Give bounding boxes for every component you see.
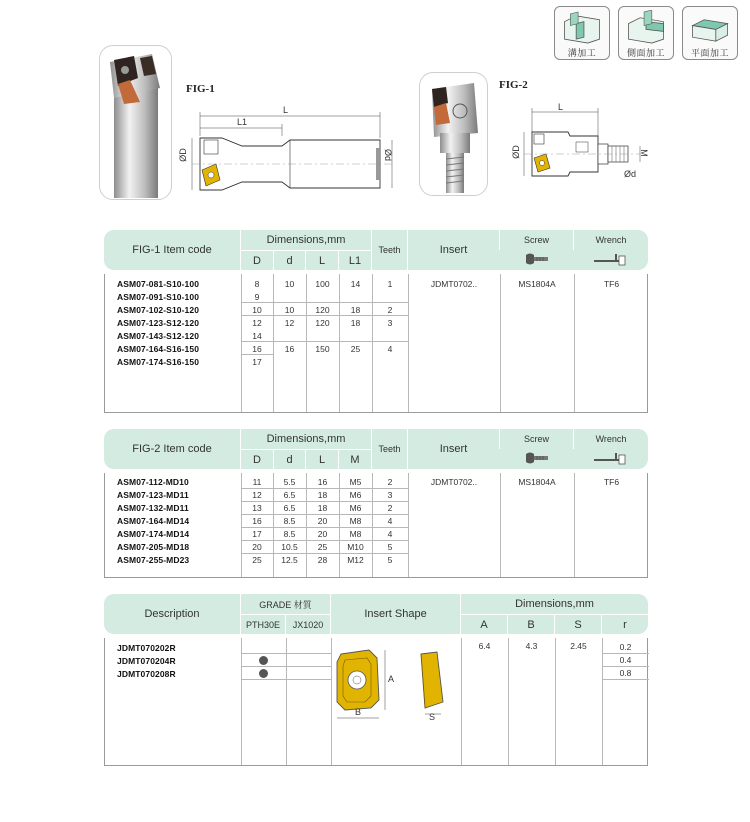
side-milling-option [618, 6, 674, 60]
table-row-code: ASM07-102-S10-120 [117, 305, 200, 315]
slot-milling-icon [558, 10, 606, 45]
cell-L: 18 [317, 490, 328, 500]
cell-insert: JDMT0702.. [430, 279, 478, 289]
table-row-code: ASM07-091-S10-100 [117, 292, 200, 302]
col-wrench: Wrench [573, 230, 648, 250]
fig2-dim-L: L [558, 102, 564, 112]
fig1-spec-table [104, 230, 648, 413]
grade-available-dot [259, 669, 268, 678]
table-row-code: ASM07-081-S10-100 [117, 279, 200, 289]
fig2-dim-d: Ød [624, 169, 637, 179]
col-A: A [460, 614, 507, 634]
cell-wrench: TF6 [603, 279, 620, 289]
cell-teeth: 3 [387, 318, 393, 328]
screw-icon [524, 451, 550, 465]
table-row-code: ASM07-255-MD23 [117, 555, 190, 565]
col-jx1020: JX1020 [285, 614, 330, 634]
table-row-code: ASM07-123-S12-120 [117, 318, 200, 328]
col-L: L [305, 449, 338, 469]
cell-teeth: 1 [387, 279, 393, 289]
cell-D: 17 [252, 529, 262, 539]
cell-D: 14 [252, 331, 262, 341]
table-row-code: JDMT070204R [117, 656, 176, 666]
screw-icon [524, 252, 550, 266]
col-D: D [240, 449, 273, 469]
col-description: Description [144, 608, 200, 620]
col-insert-shape: Insert Shape [330, 594, 460, 634]
col-insert: Insert [407, 429, 499, 469]
cell-d: 12.5 [281, 555, 298, 565]
fig2-table-body [104, 473, 648, 578]
cell-d: 10 [284, 279, 295, 289]
fig1-drawing [182, 106, 404, 196]
col-D: D [240, 250, 273, 270]
table-row-code: ASM07-143-S12-120 [117, 331, 200, 341]
cell-D: 16 [252, 344, 262, 354]
cell-D: 16 [252, 516, 262, 526]
cell-D: 8 [254, 279, 260, 289]
cell-L: 20 [317, 516, 328, 526]
cell-screw: MS1804A [518, 279, 556, 289]
col-screw: Screw [499, 429, 573, 449]
shape-dim-B: B [355, 707, 362, 717]
cell-L: 28 [317, 555, 328, 565]
col-teeth: Teeth [371, 230, 407, 270]
col-item-code: FIG-1 Item code [132, 244, 212, 256]
cell-r: 0.4 [619, 655, 632, 665]
cell-L: 25 [317, 542, 328, 552]
col-grade: GRADE 材質 [240, 594, 330, 614]
fig2-dim-D: ØD [510, 145, 521, 159]
face-milling-icon [686, 10, 734, 45]
machining-type-icons [554, 6, 738, 60]
col-L1: L1 [338, 250, 371, 270]
cell-screw: MS1804A [518, 477, 556, 487]
col-d: d [273, 449, 305, 469]
face-milling-label: 平面加工 [690, 48, 729, 58]
slot-milling-label: 溝加工 [567, 48, 597, 58]
cell-L1: 18 [350, 305, 361, 315]
col-pth30e: PTH30E [240, 614, 285, 634]
cell-M: M8 [349, 516, 362, 526]
cell-insert: JDMT0702.. [430, 477, 478, 487]
cell-d: 12 [284, 318, 295, 328]
col-L: L [305, 250, 338, 270]
cell-teeth: 2 [387, 477, 393, 487]
face-milling-option [682, 6, 738, 60]
cell-teeth: 2 [387, 503, 393, 513]
col-B: B [507, 614, 554, 634]
cell-D: 17 [252, 357, 262, 367]
cell-L: 20 [317, 529, 328, 539]
fig2-dim-M: M [638, 149, 649, 157]
cell-D: 25 [252, 555, 262, 565]
insert-spec-table [104, 594, 648, 766]
insert-table-body [104, 638, 648, 766]
fig1-label: FIG-1 [186, 83, 215, 95]
side-milling-icon [622, 10, 670, 45]
fig1-tool-photo [99, 45, 172, 200]
cell-teeth: 4 [387, 529, 393, 539]
col-dimensions: Dimensions,mm [240, 429, 371, 449]
cell-L: 150 [315, 344, 330, 354]
col-dimensions: Dimensions,mm [460, 594, 648, 614]
cell-D: 11 [252, 477, 262, 487]
cell-L: 120 [315, 318, 330, 328]
cell-d: 10.5 [281, 542, 298, 552]
cell-d: 6.5 [283, 503, 296, 513]
col-d: d [273, 250, 305, 270]
col-r: r [601, 614, 648, 634]
cell-teeth: 2 [387, 305, 393, 315]
cell-d: 5.5 [283, 477, 296, 487]
insert-table-header [104, 594, 648, 634]
cell-M: M6 [349, 503, 362, 513]
fig1-table-header [104, 230, 648, 270]
col-insert: Insert [407, 230, 499, 270]
col-S: S [554, 614, 601, 634]
slot-milling-option [554, 6, 610, 60]
cell-L1: 18 [350, 318, 361, 328]
cell-M: M8 [349, 529, 362, 539]
cell-M: M12 [347, 555, 364, 565]
insert-shape-drawing [331, 642, 461, 728]
cell-L1: 25 [350, 344, 361, 354]
fig2-table-header [104, 429, 648, 469]
fig1-dim-D: ØD [177, 148, 188, 162]
cell-D: 9 [254, 292, 260, 302]
table-row-code: ASM07-174-MD14 [117, 529, 190, 539]
table-row-code: ASM07-123-MD11 [117, 490, 189, 500]
fig1-dim-d: Ød [383, 148, 394, 162]
fig2-tool-photo [419, 72, 488, 196]
cell-wrench: TF6 [603, 477, 620, 487]
col-dimensions: Dimensions,mm [240, 230, 371, 250]
cell-teeth: 4 [387, 344, 393, 354]
col-M: M [338, 449, 371, 469]
wrench-icon [592, 450, 628, 466]
fig1-dim-L: L [283, 105, 289, 115]
cell-M: M6 [349, 490, 362, 500]
cell-d: 8.5 [283, 516, 296, 526]
cell-L: 120 [315, 305, 330, 315]
fig1-dim-L1: L1 [237, 117, 248, 127]
shape-dim-A: A [388, 674, 395, 684]
cell-D: 12 [252, 490, 262, 500]
fig1-table-body [104, 274, 648, 413]
cell-r: 0.2 [619, 642, 632, 652]
col-teeth: Teeth [371, 429, 407, 469]
col-item-code: FIG-2 Item code [132, 443, 212, 455]
cell-B: 4.3 [525, 641, 538, 651]
cell-teeth: 4 [387, 516, 393, 526]
cell-d: 8.5 [283, 529, 296, 539]
cell-D: 20 [252, 542, 262, 552]
cell-teeth: 5 [387, 555, 393, 565]
cell-L: 18 [317, 503, 328, 513]
cell-A: 6.4 [478, 641, 491, 651]
cell-L: 100 [315, 279, 330, 289]
table-row-code: ASM07-205-MD18 [117, 542, 190, 552]
cell-D: 12 [252, 318, 262, 328]
side-milling-label: 側面加工 [626, 48, 665, 58]
cell-d: 10 [284, 305, 295, 315]
cell-D: 10 [252, 305, 262, 315]
cell-teeth: 3 [387, 490, 393, 500]
cell-teeth: 5 [387, 542, 393, 552]
cell-r: 0.8 [619, 668, 632, 678]
cell-M: M5 [349, 477, 362, 487]
table-row-code: JDMT070202R [117, 643, 176, 653]
table-row-code: ASM07-132-MD11 [117, 503, 189, 513]
cell-d: 16 [284, 344, 295, 354]
table-row-code: ASM07-112-MD10 [117, 477, 189, 487]
table-row-code: ASM07-164-S16-150 [117, 344, 200, 354]
col-wrench: Wrench [573, 429, 648, 449]
fig2-spec-table [104, 429, 648, 578]
shape-dim-S: S [429, 712, 436, 722]
grade-available-dot [259, 656, 268, 665]
col-screw: Screw [499, 230, 573, 250]
table-row-code: JDMT070208R [117, 669, 176, 679]
cell-D: 13 [252, 503, 262, 513]
cell-d: 6.5 [283, 490, 296, 500]
wrench-icon [592, 251, 628, 267]
cell-L: 16 [317, 477, 328, 487]
cell-M: M10 [347, 542, 364, 552]
table-row-code: ASM07-174-S16-150 [117, 357, 200, 367]
table-row-code: ASM07-164-MD14 [117, 516, 190, 526]
fig2-label: FIG-2 [499, 79, 528, 91]
cell-L1: 14 [350, 279, 361, 289]
cell-S: 2.45 [570, 641, 587, 651]
